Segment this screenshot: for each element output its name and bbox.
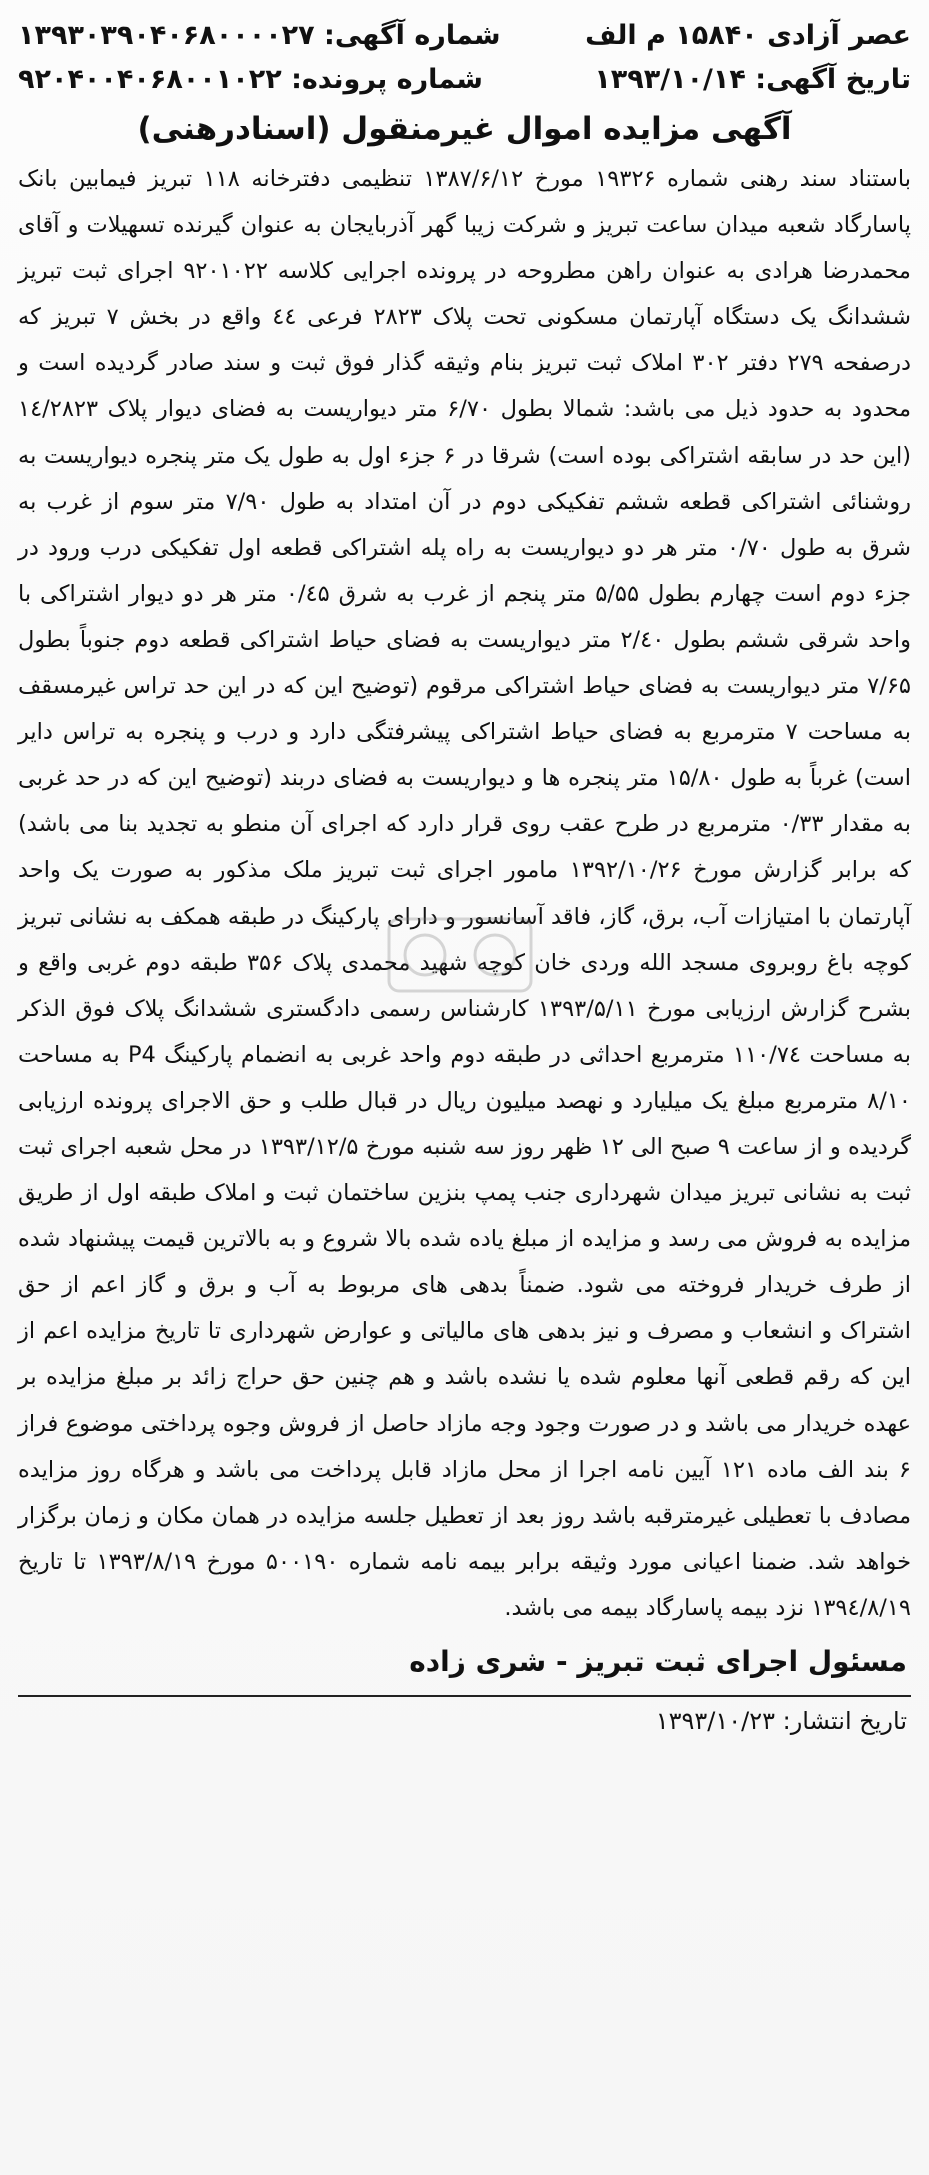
body-paragraph: باستناد سند رهنی شماره ۱۹۳۲۶ مورخ ۱۳۸۷/۶/۱۲ تنظیمی دفترخانه ۱۱۸ تبریز فیمابین بانک پاسارگاد شعبه میدان ساعت تبریز و شرکت زیبا گهر آذربایجان به عنوان گیرنده تسهیلات و آقای محمدرضا هرادی به عنوان راهن مطروحه در پرونده اجرایی کلاسه ۹۲۰۱۰۲۲ اجرای ثبت تبریز ششدانگ یک دستگاه آپارتمان مسکونی تحت پلاک ۲۸۲۳ فرعی ٤٤ واقع در بخش ۷ تبریز که درصفحه ۲۷۹ دفتر ۳۰۲ املاک ثبت تبریز بنام وثیقه گذار فوق ثبت و سند صادر گردیده است و محدود به حدود ذیل می باشد: شمالا بطول ۶/۷۰ متر دیواریست به فضای دیوار پلاک ۱٤/۲۸۲۳ (این حد در سابقه اشتراکی بوده است) شرقا در ۶ جزء اول به طول یک متر پنجره دیواریست به روشنائی اشتراکی قطعه ششم تفکیکی دوم در آن امتداد به طول ۷/۹۰ متر سوم از غرب به شرق به طول ۰/۷۰ متر هر دو دیواریست به راه پله اشتراکی قطعه اول تفکیکی درب ورود در جزء دوم است چهارم بطول ۵/۵۵ متر پنجم از غرب به شرق ۰/٤۵ متر هر دو دیوار اشتراکی با واحد شرقی ششم بطول ۲/٤۰ متر دیواریست به فضای حیاط اشتراکی قطعه دوم جنوباً بطول ۷/۶۵ متر دیواریست به فضای حیاط اشتراکی مرقوم (توضیح این که در این حد تراس غیرمسقف به مساحت ۷ مترمربع به فضای حیاط اشتراکی پیشرفتگی دارد و درب و پنجره به تراس دایر است) غرباً به طول ۱۵/۸۰ متر پنجره ها و دیواریست به فضای دربند (توضیح این که در حد غربی به مقدار ۰/۳۳ مترمربع در طرح عقب روی قرار دارد که اجرای آن منطو به تجدید بنا می باشد) که برابر گزارش مورخ ۱۳۹۲/۱۰/۲۶ مامور اجرای ثبت تبریز ملک مذکور به صورت یک واحد آپارتمان با امتیازات آب، برق، گاز، فاقد آسانسور و دارای پارکینگ در طبقه همکف به نشانی تبریز کوچه باغ روبروی مسجد الله وردی خان کوچه شهید محمدی پلاک ۳۵۶ طبقه دوم غربی واقع و بشرح گزارش ارزیابی مورخ ۱۳۹۳/۵/۱۱ کارشناس رسمی دادگستری ششدانگ پلاک فوق الذکر به مساحت ۱۱۰/۷٤ مترمربع احداثی در طبقه دوم واحد غربی به انضمام پارکینگ P4 به مساحت ۸/۱۰ مترمربع مبلغ یک میلیارد و نهصد میلیون ریال در قبال طلب و حق الاجرای پرونده ارزیابی گردیده و از ساعت ۹ صبح الی ۱۲ ظهر روز سه شنبه مورخ ۱۳۹۳/۱۲/۵ در محل شعبه اجرای ثبت ثبت به نشانی تبریز میدان شهرداری جنب پمپ بنزین ساختمان ثبت و املاک طبقه اول از طریق مزایده به فروش می رسد و مزایده از مبلغ یاده شده بالا شروع و به بالاترین قیمت پیشنهاد شده از طرف خریدار فروخته می شود. ضمناً بدهی های مربوط به آب و برق و گاز اعم از حق اشتراک و انشعاب و مصرف و نیز بدهی های مالیاتی و عوارض شهرداری تا تاریخ مزایده اعم از این که رقم قطعی آنها معلوم شده یا نشده باشد و هم چنین حق حراج زائد بر مبلغ مزایده بر عهده خریدار می باشد و در صورت وجود وجه مازاد حاصل از فروش وجوه پرداختی موضوع فراز ۶ بند الف ماده ۱۲۱ آیین نامه اجرا از محل مازاد قابل پرداخت می باشد و هرگاه روز مزایده مصادف با تعطیلی غیرمترقبه باشد روز بعد از تعطیل جلسه مزایده در همان مکان و زمان برگزار خواهد شد. ضمنا اعیانی مورد وثیقه برابر بیمه نامه شماره ۵۰۰۱۹۰ مورخ ۱۳۹۳/۸/۱۹ تا تاریخ ۱۳۹٤/۸/۱۹ نزد بیمه پاسارگاد بیمه می باشد.	[18, 166, 912, 1621]
header-row-1	[18, 14, 911, 58]
signature: مسئول اجرای ثبت تبریز - شری زاده	[409, 1645, 907, 1678]
publish-date: تاریخ انتشار: ۱۳۹۳/۱۰/۲۳	[655, 1707, 907, 1735]
newspaper-ref: عصر آزادی ۱۵۸۴۰ م الف	[585, 20, 911, 51]
ad-date: تاریخ آگهی: ۱۳۹۳/۱۰/۱۴	[594, 64, 911, 95]
header-row-2	[18, 58, 911, 102]
notice-body	[18, 156, 911, 1631]
ad-number: شماره آگهی: ۱۳۹۳۰۳۹۰۴۰۶۸۰۰۰۰۲۷	[18, 20, 501, 51]
notice-title: آگهی مزایده اموال غیرمنقول (اسنادرهنی)	[137, 111, 792, 147]
divider	[18, 1695, 911, 1697]
faded-stamp-icon	[385, 905, 535, 1005]
file-number: شماره پرونده: ۹۲۰۴۰۰۴۰۶۸۰۰۱۰۲۲	[18, 64, 483, 95]
